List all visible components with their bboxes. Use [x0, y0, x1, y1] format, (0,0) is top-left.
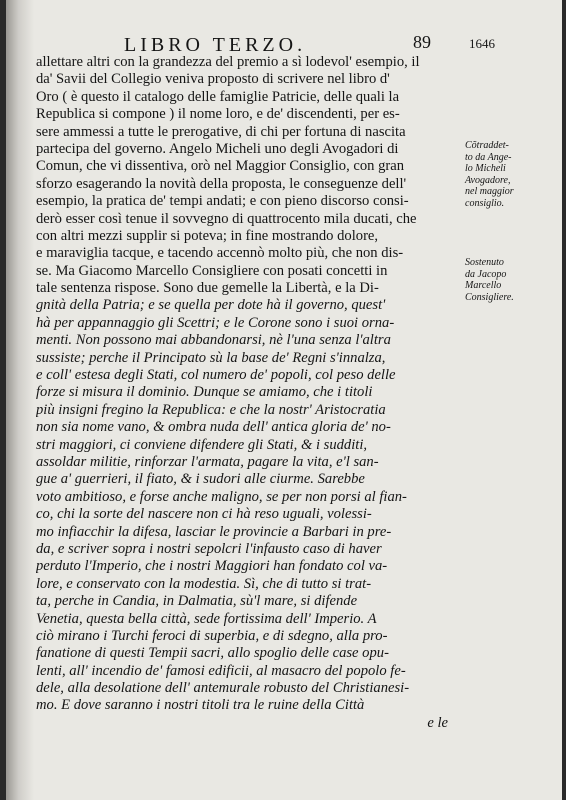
text-line: mo infiacchir la difesa, lasciar le provincie a Barbari in pre-	[36, 523, 392, 540]
text-line: lenti, all' incendio de' famosi edificii, al masacro del popolo fe-	[36, 662, 406, 679]
text-line: fanatione di questi Tempii sacri, allo spoglio delle case opu-	[36, 645, 389, 662]
margin-note-line: Consigliere.	[465, 291, 514, 303]
text-line: esempio, la pratica de' tempi andati; e con pieno discorso consi-	[36, 193, 409, 210]
text-line: non sia nome vano, & ombra nuda dell' antica gloria de' no-	[36, 419, 391, 436]
text-line: se. Ma Giacomo Marcello Consigliere con posati concetti in	[36, 262, 388, 279]
text-line: sforzo esagerando la novità della proposta, le conseguenze dell'	[36, 175, 407, 192]
text-line: Venetia, questa bella città, sede fortissima dell' Imperio. A	[36, 610, 377, 627]
margin-note-line: nel maggior	[465, 186, 514, 197]
text-line: con altri mezzi supplir si poteva; in fine mostrando dolore,	[36, 227, 379, 244]
text-line: sere ammessi a tutte le prerogative, di chi per fortuna di nascita	[36, 123, 406, 140]
text-line: Republica si compone ) il nome loro, e de' discendenti, per es-	[36, 106, 400, 123]
text-line: dele, alla desolatione dell' antemurale robusto del Christianesi-	[36, 680, 410, 697]
text-line: hà per appannaggio gli Scettri; e le Corone sono i suoi orna-	[36, 314, 395, 331]
text-line: e maraviglia tacque, e tacendo accennò molto più, che non dis-	[36, 245, 404, 262]
text-line: partecipa del governo. Angelo Micheli uno degli Avogadori di	[36, 140, 399, 157]
page-gutter-shadow	[6, 0, 34, 800]
text-line: e coll' estesa degli Stati, col numero de' popoli, col peso delle	[36, 367, 396, 384]
text-line: tale sentenza rispose. Sono due gemelle la Libertà, e la Di-	[36, 280, 379, 297]
running-title: LIBRO TERZO.	[124, 34, 307, 56]
margin-note-micheli	[465, 140, 557, 209]
text-line: derò esser così tenue il sovvegno di quattrocento mila ducati, che	[36, 210, 417, 227]
margin-note-line: lo Micheli	[465, 163, 506, 174]
text-line: Oro ( è questo il catalogo delle famiglie Patricie, delle quali la	[36, 88, 400, 105]
text-line: ta, perche in Candia, in Dalmatia, sù'l mare, si difende	[36, 593, 358, 610]
margin-note-marcello	[465, 257, 557, 303]
margin-note-line: Avogadore,	[465, 174, 511, 186]
text-line: lore, e conservato con la modestia. Sì, che di tutto si trat-	[36, 575, 372, 592]
catchword: e le	[427, 714, 448, 731]
margin-note-line: Cõtraddet-	[465, 140, 509, 151]
text-line: menti. Non possono mai abbandonarsi, nè l'una senza l'altra	[36, 332, 391, 349]
text-line: voto ambitioso, e forse anche maligno, se per non porsi al fian-	[36, 488, 407, 505]
text-line: stri maggiori, ci conviene difendere gli Stati, & i sudditi,	[36, 436, 368, 453]
text-line: da' Savii del Collegio veniva proposto di scrivere nel libro d'	[36, 71, 390, 88]
text-line: sussiste; perche il Principato sù la base de' Regni s'innalza,	[36, 349, 386, 366]
margin-note-line: Sostenuto	[465, 257, 504, 268]
margin-note-line: consiglio.	[465, 197, 505, 209]
page-number: 89	[413, 32, 431, 52]
text-line: perduto l'Imperio, che i nostri Maggiori han fondato col va-	[36, 558, 388, 575]
text-line: più insigni fregino la Republica: e che la nostr' Aristocratia	[36, 401, 386, 418]
margin-year: 1646	[469, 36, 495, 51]
margin-note-line: to da Ange-	[465, 151, 512, 163]
body-text	[36, 54, 456, 732]
margin-note-line: da Jacopo	[465, 268, 507, 280]
text-line: co, chi la sorte del nascere non ci hà reso uguali, volessi-	[36, 506, 372, 523]
text-line: gnità della Patria; e se quella per dote hà il governo, quest'	[36, 297, 386, 314]
text-line: mo. E dove saranno i nostri titoli tra le ruine della Città	[36, 697, 365, 714]
text-line: ciò mirano i Turchi feroci di superbia, e di sdegno, alla pro-	[36, 627, 388, 644]
text-line: forze si misura il dominio. Dunque se amiamo, che i titoli	[36, 384, 373, 401]
text-line: gue a' guerrieri, il fiato, & i sudori alle ciurme. Sarebbe	[36, 471, 365, 488]
text-line: da, e scriver sopra i nostri sepolcri l'infausto caso di haver	[36, 540, 382, 557]
text-line: Comun, che vi dissentiva, orò nel Maggior Consiglio, con gran	[36, 158, 405, 175]
text-line: allettare altri con la grandezza del premio a sì lodevol' esempio, il	[36, 54, 420, 70]
margin-note-line: Marcello	[465, 280, 502, 291]
text-line: assoldar militie, rinforzar l'armata, pagare la vita, e'l san-	[36, 453, 379, 470]
book-page	[6, 0, 562, 800]
